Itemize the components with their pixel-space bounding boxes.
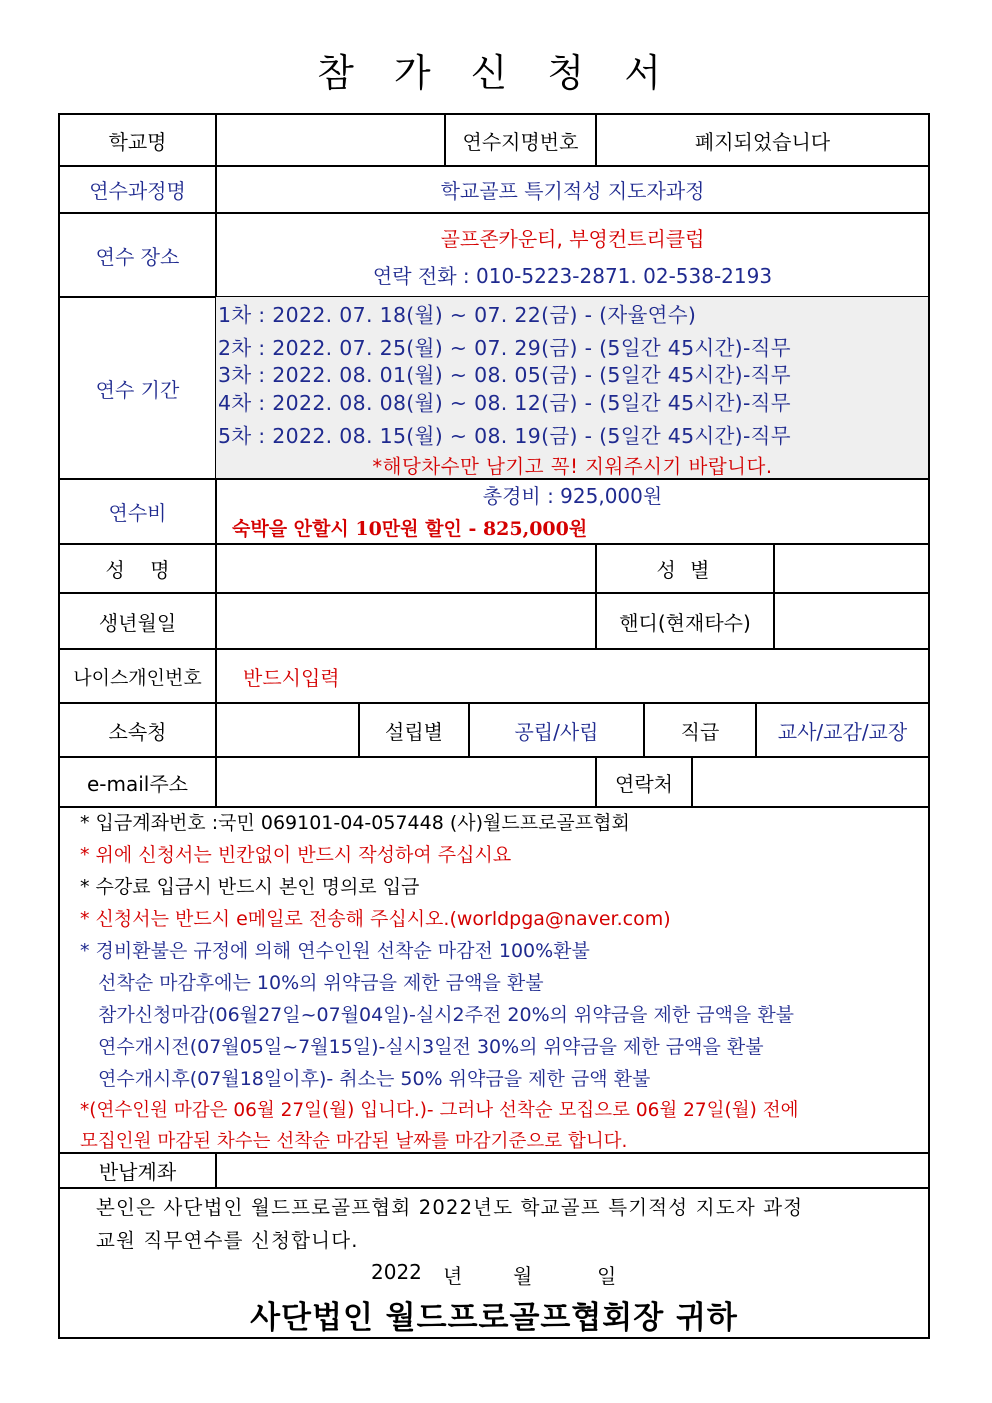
course-name-value: 학교골프 특기적성 지도자과정 (440, 179, 705, 203)
designation-number-value: 폐지되었습니다 (694, 129, 831, 154)
office-label: 소속청 (108, 719, 167, 744)
period-label: 연수 기간 (95, 377, 180, 402)
neis-number-label: 나이스개인번호 (73, 666, 202, 689)
period-line: 3차 : 2022. 08. 01(월) ~ 08. 05(금) - (5일간 45시간)-직무 (218, 363, 791, 387)
period-line: 5차 : 2022. 08. 15(월) ~ 08. 19(금) - (5일간 45시간)-직무 (218, 424, 791, 448)
school-type-field[interactable]: 공립/사립 (514, 719, 599, 744)
period-line: 2차 : 2022. 07. 25(월) ~ 07. 29(금) - (5일간 45시간)-직무 (218, 336, 791, 360)
date-month-label: 월 (513, 1264, 533, 1288)
birthdate-field[interactable] (217, 594, 595, 648)
note-refund-detail: 연수개시후(07월18일이후)- 취소는 50% 위약금을 제한 금액 환불 (98, 1068, 651, 1090)
designation-number-label: 연수지명번호 (462, 129, 579, 154)
email-label: e-mail주소 (86, 771, 188, 796)
office-field[interactable] (217, 704, 358, 756)
gender-label: 성 별 (656, 558, 714, 582)
school-type-label: 설립별 (385, 719, 443, 744)
note-refund-detail: 선착순 마감후에는 10%의 위약금을 제한 금액을 환불 (98, 972, 544, 994)
handicap-field[interactable] (775, 594, 928, 648)
note-refund-detail: 참가신청마감(06월27일~07월04일)-실시2주전 20%의 위약금을 제한 금액을 환불 (98, 1004, 795, 1026)
fee-total: 총경비 : 925,000원 (482, 483, 663, 508)
note-deposit-name: * 수강료 입금시 반드시 본인 명의로 입금 (80, 876, 420, 898)
declaration-line: 교원 직무연수를 신청합니다. (96, 1229, 359, 1252)
note-deadline: *(연수인원 마감은 06월 27일(월) 입니다.)- 그러나 선착순 모집으로 06월 27일(월) 전에 (80, 1100, 799, 1121)
fee-label: 연수비 (108, 501, 167, 525)
name-field[interactable] (217, 545, 595, 592)
date-year: 2022 (371, 1260, 422, 1284)
venue-label: 연수 장소 (95, 244, 180, 269)
school-name-label: 학교명 (108, 129, 167, 154)
refund-account-field[interactable] (217, 1154, 928, 1187)
page-title: 참 가 신 청 서 (317, 51, 675, 95)
gender-field[interactable] (775, 545, 928, 592)
row-divider (58, 1187, 930, 1189)
note-refund-policy: * 경비환불은 규정에 의해 연수인원 선착순 마감전 100%환불 (80, 940, 590, 962)
handicap-label: 핸디(현재타수) (619, 610, 751, 635)
date-day-label: 일 (597, 1264, 617, 1288)
school-name-field[interactable] (217, 115, 444, 165)
neis-number-field[interactable]: 반드시입력 (243, 665, 340, 690)
declaration-line: 본인은 사단법인 월드프로골프협회 2022년도 학교골프 특기적성 지도자 과정 (96, 1196, 804, 1219)
note-fill-all: * 위에 신청서는 빈칸없이 반드시 작성하여 주십시요 (80, 844, 512, 866)
rank-label: 직급 (680, 719, 720, 744)
name-label: 성 명 (105, 558, 170, 582)
venue-contact: 연락 전화 : 010-5223-2871. 02-538-2193 (372, 263, 773, 288)
phone-label: 연락처 (615, 771, 673, 796)
course-name-label: 연수과정명 (89, 179, 186, 203)
email-field[interactable] (217, 758, 595, 806)
fee-discount: 숙박을 안할시 10만원 할인 - 825,000원 (232, 517, 588, 540)
date-year-label: 년 (443, 1264, 463, 1288)
note-bank-account: * 입금계좌번호 :국민 069101-04-057448 (사)월드프로골프협회 (80, 812, 630, 834)
period-line: 1차 : 2022. 07. 18(월) ~ 07. 22(금) - (자율연수) (218, 303, 697, 327)
phone-field[interactable] (693, 758, 928, 806)
rank-field[interactable]: 교사/교감/교장 (777, 719, 908, 744)
note-deadline: 모집인원 마감된 차수는 선착순 마감된 날짜를 마감기준으로 합니다. (80, 1131, 628, 1152)
addressee: 사단법인 월드프로골프협회장 귀하 (250, 1299, 738, 1336)
period-line: 4차 : 2022. 08. 08(월) ~ 08. 12(금) - (5일간 45시간)-직무 (218, 391, 791, 415)
birthdate-label: 생년월일 (98, 610, 177, 635)
refund-account-label: 반납계좌 (98, 1160, 177, 1184)
note-refund-detail: 연수개시전(07월05일~7월15일)-실시3일전 30%의 위약금을 제한 금액을 환불 (98, 1036, 764, 1058)
period-notice: *해당차수만 남기고 꼭! 지워주시기 바랍니다. (372, 455, 773, 478)
venue-value: 골프존카운티, 부영컨트리클럽 (440, 226, 705, 251)
note-email-submit: * 신청서는 반드시 e메일로 전송해 주십시오.(worldpga@naver.com) (80, 908, 671, 930)
